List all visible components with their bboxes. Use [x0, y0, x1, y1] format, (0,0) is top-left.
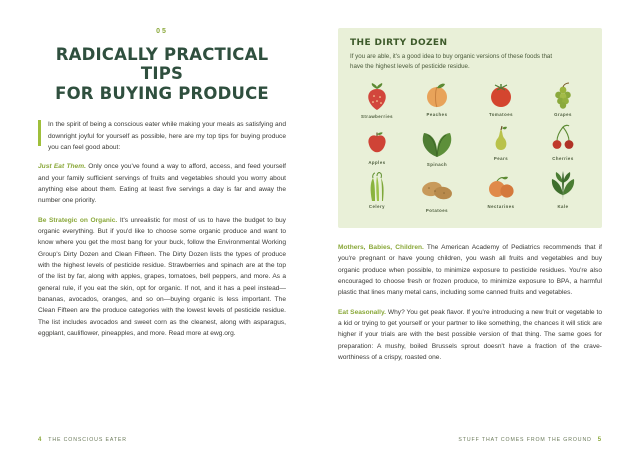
tip-paragraph — [338, 307, 602, 364]
intro-paragraph — [38, 119, 286, 153]
tip-lead-in: Be Strategic on Organic. — [38, 216, 118, 224]
page-number: 4 — [38, 437, 43, 443]
headline-line-1: RADICALLY PRACTICAL TIPS — [55, 45, 269, 84]
produce-item — [536, 121, 590, 161]
tip-lead-in: Eat Seasonally. — [338, 308, 386, 316]
tip-paragraph — [338, 242, 602, 299]
celery-icon — [350, 169, 404, 203]
tip-paragraph — [38, 215, 286, 340]
produce-label: Grapes — [554, 112, 572, 118]
pear-icon — [474, 121, 528, 155]
peach-icon — [410, 77, 464, 111]
produce-item — [350, 79, 404, 119]
grapes-icon — [536, 77, 590, 111]
produce-label: Tomatoes — [489, 112, 513, 118]
tomato-icon — [474, 77, 528, 111]
section-title-footer: STUFF THAT COMES FROM THE GROUND — [458, 437, 592, 443]
footer-right — [458, 437, 602, 443]
info-box-title: THE DIRTY DOZEN — [350, 38, 448, 48]
produce-item — [474, 169, 528, 209]
page-title — [38, 45, 286, 103]
produce-label: Potatoes — [425, 208, 449, 214]
footer-left — [38, 437, 127, 443]
produce-label: Pears — [493, 156, 509, 162]
tip-lead-in: Just Eat Them. — [38, 163, 86, 171]
produce-label: Celery — [368, 204, 386, 210]
produce-item — [536, 77, 590, 117]
apple-icon — [350, 125, 404, 159]
potato-icon — [410, 173, 464, 207]
produce-item — [410, 77, 464, 117]
kale-icon — [536, 165, 590, 203]
produce-item — [410, 119, 464, 167]
headline-line-2: FOR BUYING PRODUCE — [55, 83, 269, 103]
right-page — [320, 0, 640, 465]
produce-label: Peaches — [426, 112, 448, 118]
right-body-column — [338, 242, 602, 363]
page-number: 5 — [597, 437, 602, 443]
dropcap-rule — [38, 120, 41, 146]
produce-item — [474, 121, 528, 161]
produce-label: Cherries — [552, 156, 574, 162]
produce-item — [350, 169, 404, 209]
strawberry-icon — [350, 79, 404, 113]
chapter-number: 05 — [156, 28, 168, 35]
produce-label: Kale — [557, 204, 569, 210]
produce-item — [474, 77, 528, 117]
produce-item — [410, 173, 464, 213]
book-title-footer: THE CONSCIOUS EATER — [48, 437, 127, 443]
spinach-icon — [410, 119, 464, 161]
produce-item — [536, 165, 590, 209]
cherries-icon — [536, 121, 590, 155]
intro-text: n the spirit of being a conscious eater while making your meals as satisfying and downright joyful for yourself as possible, here are my top tips for buying produce you can feel good about: — [48, 121, 286, 152]
produce-label: Nectarines — [487, 204, 515, 210]
tip-text: Why? You get peak flavor. If you're introducing a new fruit or vegetable to a kid or trying to get yourself or your partner to like something, the chances it will stick are higher if your trials are with the best possible version of that thing. The same goes for preparation: A mushy, boiled Brussels sprout doesn't have a fraction of the crave-worthiness of a crispy, roasted one. — [338, 308, 603, 361]
tip-paragraph — [38, 161, 286, 206]
dirty-dozen-info-box — [338, 28, 602, 228]
produce-label: Apples — [368, 160, 386, 166]
nectarine-icon — [474, 169, 528, 203]
tip-text: The American Academy of Pediatrics recommends that if you're pregnant or have young children, you wash all fruits and vegetables and buy organic produce when possible, to minimize exposure to pesticide residues. You're also encouraged to choose fresh or frozen produce, to minimize exposure to BPA, a harmful plastic that lines many metal cans, including some canned fruits and vegetables. — [338, 244, 602, 297]
produce-grid — [350, 75, 590, 215]
tip-lead-in: Mothers, Babies, Children. — [338, 244, 424, 251]
info-box-subtitle: If you are able, it's a good idea to buy organic versions of these foods that have the highest levels of pesticide residue. — [350, 53, 553, 70]
produce-label: Strawberries — [360, 114, 394, 120]
produce-label: Spinach — [426, 162, 448, 168]
intro-dropcap: I — [48, 121, 50, 129]
tip-text: It's unrealistic for most of us to have the budget to buy organic everything. But if you'd like to choose some organic produce and want to know where you get the most bang for your buck, follow the Environmental Working Group's Dirty Dozen and Clean Fifteen. The Dirty Dozen lists the types of produce with the highest levels of pesticide residue. Strawberries and spinach are at the top of the list by far, along with apples, grapes, tomatoes, bell peppers, and more. As a general rule, if you eat the skin, opt for organic. If not, and it has a peel instead—bananas, avocados, oranges, and so on—buying organic is less important. The Clean Fifteen are the produce categories with the lowest levels of pesticide residue. The list includes avocados and sweet corn as the cleanest, along with asparagus, eggplant, cauliflower, pineapples, and more. Read more at ewg.org. — [38, 216, 286, 337]
produce-item — [350, 125, 404, 165]
left-body-column — [38, 119, 286, 339]
tip-text: Only once you've found a way to afford, access, and feed yourself and your family sufficient servings of fruits and vegetables should you worry about anything else about them. Eating at least five servings a day is far and away the number one priority. — [38, 163, 287, 205]
